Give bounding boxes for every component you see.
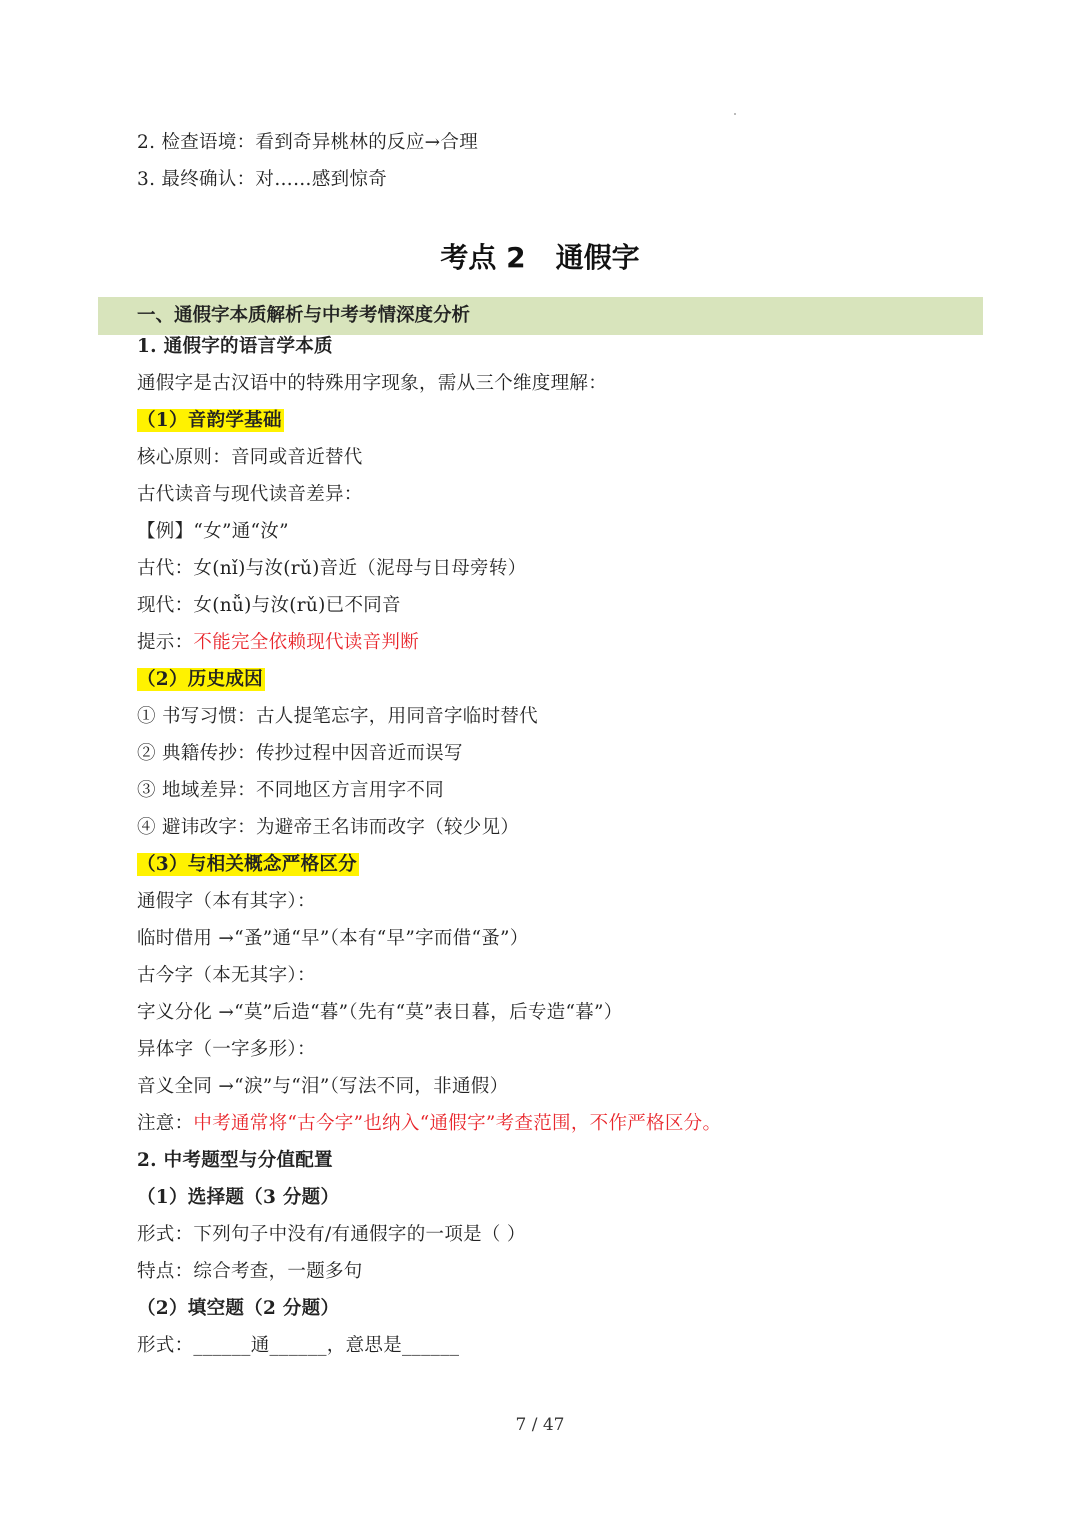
step-final-confirm: 3. 最终确认：对……感到惊奇 [137,169,388,190]
section-title [0,238,1080,278]
section-heading-band [98,297,983,335]
list-item: ④ 避讳改字：为避帝王名讳而改字（较少见） [137,817,520,838]
intro-text: 通假字是古汉语中的特殊用字现象，需从三个维度理解： [137,373,608,394]
modern-pronunciation: 现代：女(nǚ)与汝(rǔ)已不同音 [137,595,401,616]
example-line: 【例】“女”通“汝” [137,521,289,542]
tip-line: 提示：不能完全依赖现代读音判断 [137,632,420,653]
section-title-text: 通假字 [555,241,640,274]
sub-heading-history: （2）历史成因 [137,669,263,690]
distinction-line: 通假字（本有其字）： [137,891,316,912]
heading-question-types: 2. 中考题型与分值配置 [137,1150,333,1171]
distinction-line: 音义全同 →“淚”与“泪”（写法不同，非通假） [137,1076,509,1097]
list-item: ② 典籍传抄：传抄过程中因音近而误写 [137,743,463,764]
list-item: ③ 地域差异：不同地区方言用字不同 [137,780,444,801]
heading-linguistic-nature: 1. 通假字的语言学本质 [137,336,333,357]
distinction-line: 字义分化 →“莫”后造“暮”（先有“莫”表日暮，后专造“暮”） [137,1002,623,1023]
note-warning: 中考通常将“古今字”也纳入“通假字”考查范围，不作严格区分。 [193,1113,722,1134]
sub-heading-fill-blank: （2）填空题（2 分题） [137,1298,340,1319]
distinction-line: 临时借用 →“蚤”通“早”（本有“早”字而借“蚤”） [137,928,529,949]
page-number: 7 / 47 [515,1415,565,1435]
choice-feature: 特点：综合考查，一题多句 [137,1261,363,1282]
step-check-context: 2. 检查语境：看到奇异桃林的反应→合理 [137,132,479,153]
fill-blank-form: 形式：______通______，意思是______ [137,1335,460,1356]
list-item: ① 书写习惯：古人提笔忘字，用同音字临时替代 [137,706,538,727]
band-heading: 一、通假字本质解析与中考考情深度分析 [137,305,471,326]
choice-form: 形式：下列句子中没有/有通假字的一项是（ ） [137,1224,526,1245]
core-principle: 核心原则：音同或音近替代 [137,447,363,468]
sub-heading-phonology: （1）音韵学基础 [137,410,282,431]
ancient-pronunciation: 古代：女(nǐ)与汝(rǔ)音近（泥母与日母旁转） [137,558,527,579]
section-title-number: 考点 2 [440,241,526,274]
distinction-line: 古今字（本无其字）： [137,965,316,986]
note-line: 注意：中考通常将“古今字”也纳入“通假字”考查范围，不作严格区分。 [137,1113,722,1134]
stray-dot [734,113,736,115]
sub-heading-distinction: （3）与相关概念严格区分 [137,854,357,875]
pronunciation-diff: 古代读音与现代读音差异： [137,484,363,505]
distinction-line: 异体字（一字多形）： [137,1039,316,1060]
sub-heading-choice: （1）选择题（3 分题） [137,1187,340,1208]
tip-warning: 不能完全依赖现代读音判断 [193,632,420,653]
